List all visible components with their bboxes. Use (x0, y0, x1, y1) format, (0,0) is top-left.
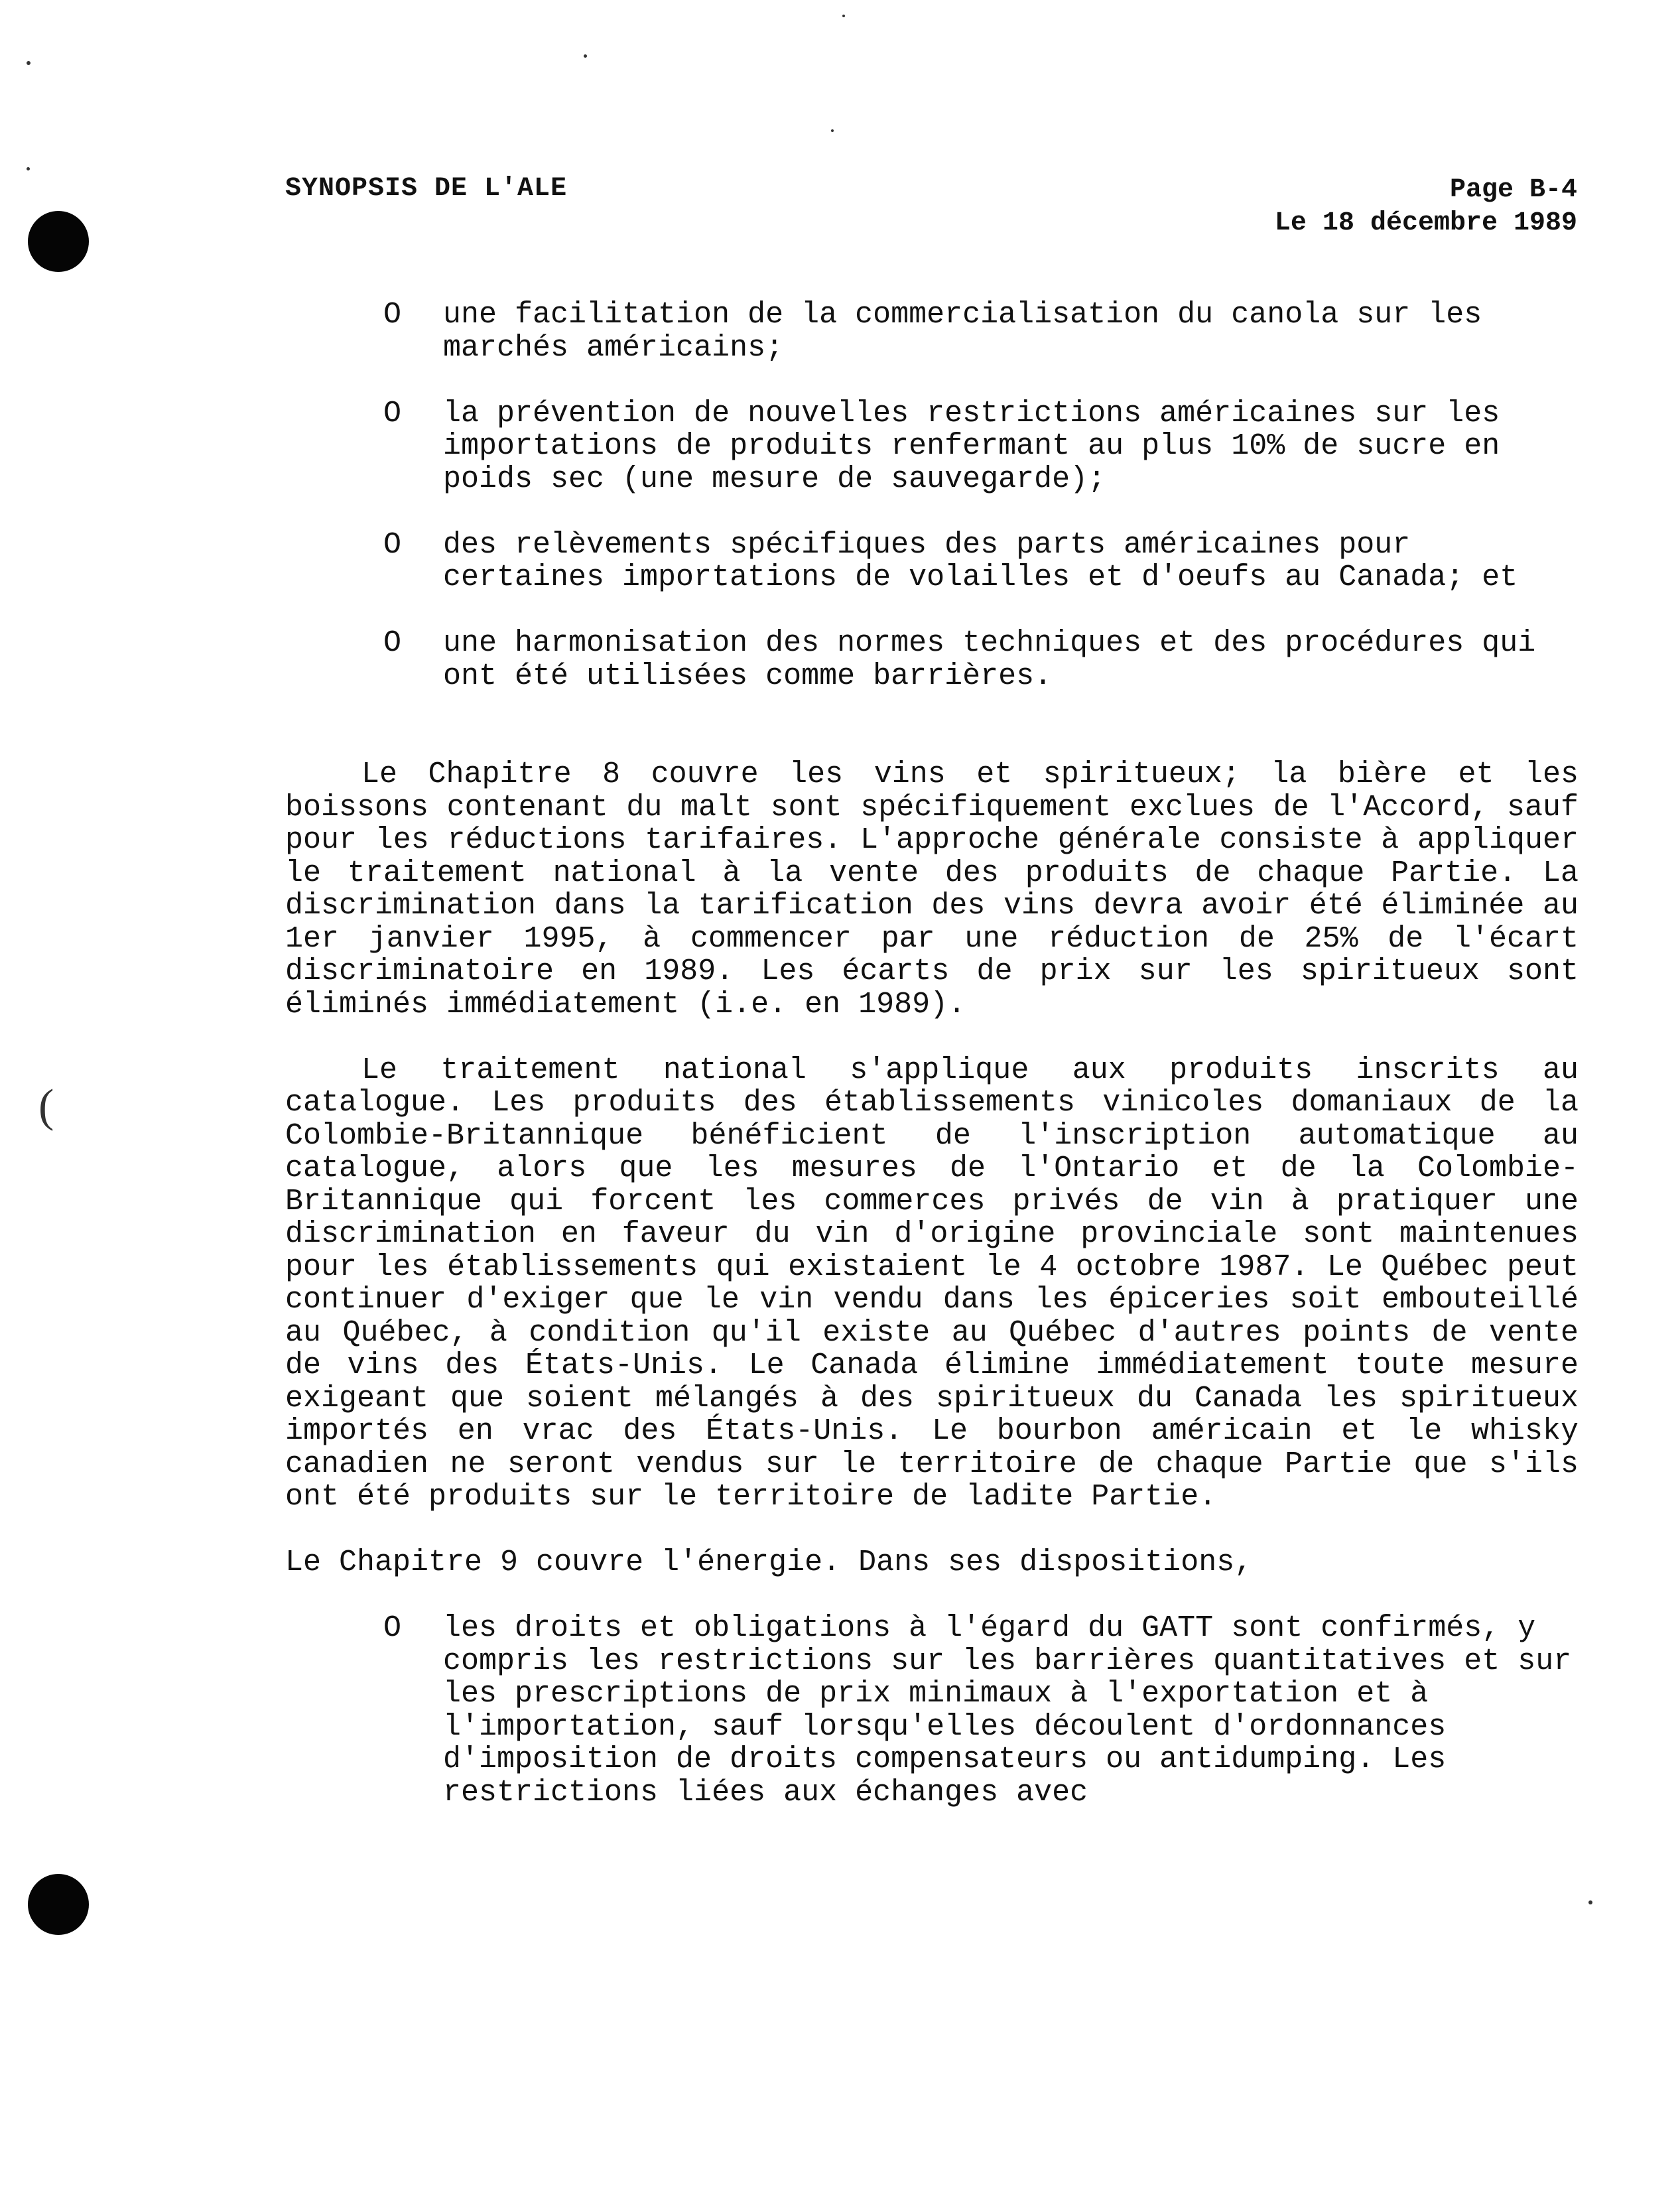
bullet-circle-icon: O (383, 396, 402, 431)
list-item-text: une facilitation de la commercialisation du canola sur les marchés américains; (443, 298, 1482, 365)
bullet-circle-icon: O (383, 298, 402, 332)
page-number: Page B-4 (1449, 175, 1577, 205)
bullet-circle-icon: O (383, 527, 402, 562)
bullet-circle-icon: O (383, 626, 402, 660)
punch-hole-bottom (28, 1874, 89, 1935)
page-header-right (1275, 174, 1577, 240)
punch-hole-top (28, 211, 89, 272)
list-item (285, 298, 1579, 364)
scan-speck (27, 61, 31, 65)
document-date: Le 18 décembre 1989 (1274, 208, 1577, 238)
list-item-text: les droits et obligations à l'égard du GATT sont confirmés, y compris les restrictions sur les barrières quantitatives et sur les prescriptions de prix minimaux à l'exportation et à l'importation, sauf lorsqu'elles découlent d'ordonnances d'imposition de droits compensateurs ou antidumping. Les restrictions liées aux échanges avec (443, 1611, 1572, 1810)
margin-bracket-mark: ( (38, 1081, 54, 1132)
scan-speck (27, 167, 30, 170)
paragraph-national-treatment: Le traitement national s'applique aux produits inscrits au catalogue. Les produits des établissements vinicoles domaniaux de la Colombie-Britannique bénéficient de l'inscription automatique au catalogue, alors que les mesures de l'Ontario et de la Colombie-Britannique qui forcent les commerces privés de vin à pratiquer une discrimination en faveur du vin d'origine provinciale sont maintenues pour les établissements qui existaient le 4 octobre 1987. Le Québec peut continuer d'exiger que le vin vendu dans les épiceries soit embouteillé au Québec, à condition qu'il existe au Québec d'autres points de vente de vins des États-Unis. Le Canada élimine immédiatement toute mesure exigeant que soient mélangés à des spiritueux du Canada les spiritueux importés en vrac des États-Unis. Le bourbon américain et le whisky canadien ne seront vendus sur le territoire de chaque Partie que s'ils ont été produits sur le territoire de ladite Partie. (285, 1053, 1579, 1514)
list-item (285, 397, 1579, 496)
bullet-circle-icon: O (383, 1611, 402, 1645)
section-gap (285, 726, 1579, 759)
scan-speck (842, 15, 845, 17)
body-content (285, 298, 1579, 1842)
list-item (285, 627, 1579, 693)
paragraph-chapter-9: Le Chapitre 9 couvre l'énergie. Dans ses dispositions, (285, 1546, 1253, 1579)
list-item (285, 1612, 1579, 1809)
document-title: SYNOPSIS DE L'ALE (285, 174, 568, 204)
scan-speck (831, 129, 834, 132)
list-item (285, 529, 1579, 594)
scan-speck (584, 54, 587, 58)
paragraph-chapter-8: Le Chapitre 8 couvre les vins et spiritueux; la bière et les boissons contenant du malt sont spécifiquement exclues de l'Accord, sauf pour les réductions tarifaires. L'approche générale consiste à appliquer le traitement national à la vente des produits de chaque Partie. La discrimination dans la tarification des vins devra avoir été éliminée au 1er janvier 1995, à commencer par une réduction de 25% de l'écart discriminatoire en 1989. Les écarts de prix sur les spiritueux sont éliminés immédiatement (i.e. en 1989). (285, 758, 1579, 1022)
bullet-list-agriculture (285, 298, 1579, 693)
bullet-list-energy (285, 1612, 1579, 1809)
list-item-text: une harmonisation des normes techniques et des procédures qui ont été utilisées comme barrières. (443, 626, 1536, 693)
list-item-text: des relèvements spécifiques des parts américaines pour certaines importations de volailles et d'oeufs au Canada; et (443, 527, 1518, 594)
scan-speck (1588, 1900, 1592, 1904)
list-item-text: la prévention de nouvelles restrictions américaines sur les importations de produits renfermant au plus 10% de sucre en poids sec (une mesure de sauvegarde); (443, 396, 1500, 496)
